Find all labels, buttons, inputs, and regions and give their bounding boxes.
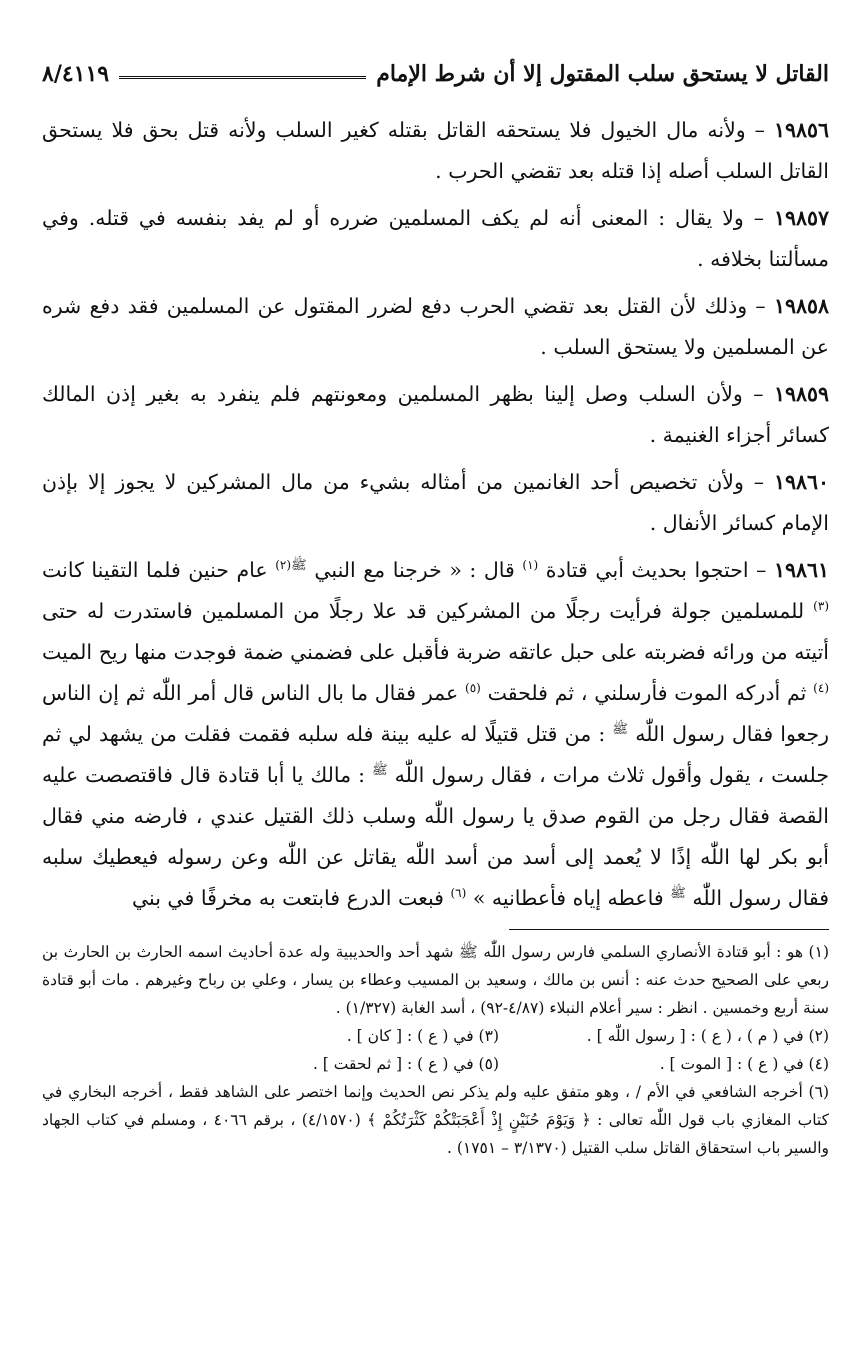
footnote-marker: (٤) xyxy=(813,681,829,696)
footnote-divider xyxy=(509,929,829,930)
main-text xyxy=(42,110,829,919)
hadith-text: عام حنين فلما التقينا كانت xyxy=(42,558,276,582)
footnote-row xyxy=(42,1022,829,1050)
hadith-text: فبعت الدرع فابتعت به مخرفًا في بني xyxy=(131,886,451,910)
footnote-marker: (٢) xyxy=(275,558,292,573)
footnote: (٢) في ( م ) ، ( ع ) : [ رسول اللّٰه ] . xyxy=(586,1027,829,1045)
footnote-marker: (٥) xyxy=(465,681,481,696)
hadith-text: ثم أدركه الموت فأرسلني ، ثم فلحقت xyxy=(480,681,814,705)
paragraph xyxy=(42,110,829,192)
paragraph-number: ١٩٨٥٧ xyxy=(773,206,829,230)
footnote-row xyxy=(42,1050,829,1078)
paragraph-text: – ولأن السلب وصل إلينا بظهر المسلمين ومعونتهم فلم ينفرد به بغير إذن المالك كسائر أجزاء الغنيمة . xyxy=(42,382,829,447)
footnote-marker: (٣) xyxy=(813,599,829,614)
salawat-glyph: ﷺ xyxy=(670,886,686,902)
hadith-text: عمر فقال ما بال الناس قال أمر اللّٰه ثم إن الناس رجعوا فقال رسول اللّٰه xyxy=(42,681,830,746)
paragraph-text: – وذلك لأن القتل بعد تقضي الحرب دفع لضرر المقتول عن المسلمين فقد دفع شره عن المسلمين ولا يستحق السلب . xyxy=(42,294,829,359)
footnote: (٥) في ( ع ) : [ ثم لحقت ] . xyxy=(312,1055,499,1073)
paragraph-text: – ولأنه مال الخيول فلا يستحقه القاتل بقتله كغير السلب ولأنه قتل بحق فلا يستحق القاتل السلب أصله إذا قتله بعد تقضي الحرب . xyxy=(42,118,829,183)
page-number: ٨/٤١١٩ xyxy=(42,61,110,87)
running-header xyxy=(42,54,829,94)
hadith-text: : مالك يا أبا قتادة قال فاقتصصت عليه القصة فقال رجل من القوم صدق يا رسول اللّٰه وسلب ذلك القتيل عندي ، فارضه مني فقال أبو بكر لها اللّٰه إذًا لا يُعمد إلى أسد من أسد اللّٰه يقاتل عن اللّٰه وعن رسوله فيعطيك سلبه فقال رسول اللّٰه xyxy=(42,763,829,910)
paragraph xyxy=(42,374,829,456)
paragraph-text: – ولأن تخصيص أحد الغانمين من أمثاله بشيء من مال المشركين لا يجوز إلا بإذن الإمام كسائر الأنفال . xyxy=(42,470,829,535)
paragraph xyxy=(42,286,829,368)
footnote: (٤) في ( ع ) : [ الموت ] . xyxy=(659,1055,829,1073)
salawat-glyph: ﷺ xyxy=(371,763,388,779)
header-title: القاتل لا يستحق سلب المقتول إلا أن شرط الإمام xyxy=(376,61,829,87)
footnote: (٣) في ( ع ) : [ كان ] . xyxy=(346,1027,499,1045)
footnote: (٦) أخرجه الشافعي في الأم / ، وهو متفق عليه ولم يذكر نص الحديث وإنما اختصر على الشاهد فقط ، أخرجه البخاري في كتاب المغازي باب قول اللّٰه تعالى : ﴿ وَيَوْمَ حُنَيْنٍ إِذْ أَعْجَبَتْكُمْ كَثْرَتُكُمْ ﴾ (٤/١٥٧٠) ، برقم ٤٠٦٦ ، ومسلم في كتاب الجهاد والسير باب استحقاق القاتل سلب القتيل (٣/١٣٧٠ – ١٧٥١) . xyxy=(42,1083,829,1157)
hadith-text: للمسلمين جولة فرأيت رجلًا من المشركين قد علا رجلًا من المسلمين فاستدرت له حتى أتيته من ورائه فضربته على حبل عاتقه ضربة فأقبل على فضمني ضمة فوجدت منها ريح الميت xyxy=(42,599,829,664)
footnotes xyxy=(42,938,829,1162)
hadith-text: : من قتل قتيلًا له عليه بينة فله سلبه فقمت فقلت من يشهد لي ثم جلست ، يقول وأقول ثلاث مرات ، فقال رسول اللّٰه xyxy=(42,722,830,787)
paragraph-number: ١٩٨٥٦ xyxy=(773,118,829,142)
hadith-paragraph xyxy=(42,550,829,919)
paragraph-number: ١٩٨٦٠ xyxy=(773,470,829,494)
paragraph-text: – ولا يقال : المعنى أنه لم يكف المسلمين ضرره أو لم يفد بنفسه في قتله. وفي مسألتنا بخلافه . xyxy=(42,206,829,271)
footnote-marker: (٦) xyxy=(450,886,467,901)
paragraph-number: ١٩٨٦١ xyxy=(773,558,830,582)
salawat-glyph: ﷺ xyxy=(612,722,629,738)
salawat-glyph: ﷺ xyxy=(291,558,307,574)
paragraph xyxy=(42,198,829,280)
hadith-text: فاعطه إياه فأعطانيه » xyxy=(466,886,671,910)
paragraph-number: ١٩٨٥٨ xyxy=(773,294,829,318)
hadith-text: قال : « خرجنا مع النبي xyxy=(306,558,523,582)
footnote: (١) هو : أبو قتادة الأنصاري السلمي فارس رسول اللّٰه ﷺ شهد أحد والحديبية وله عدة أحاديث اسمه الحارث بن الحارث بن ربعي على الصحيح حدث عنه : أنس بن مالك ، وسعيد بن المسيب وعطاء بن يسار ، وعلي بن رباح وغيرهم . مات أبو قتادة سنة أربع وخمسين . انظر : سير أعلام النبلاء (٤/٨٧-٩٢) ، أسد الغابة (١/٣٢٧) . xyxy=(42,943,829,1017)
hadith-text: – احتجوا بحديث أبي قتادة xyxy=(538,558,774,582)
footnote-marker: (١) xyxy=(522,558,539,573)
paragraph xyxy=(42,462,829,544)
header-rule xyxy=(119,76,366,79)
paragraph-number: ١٩٨٥٩ xyxy=(773,382,829,406)
